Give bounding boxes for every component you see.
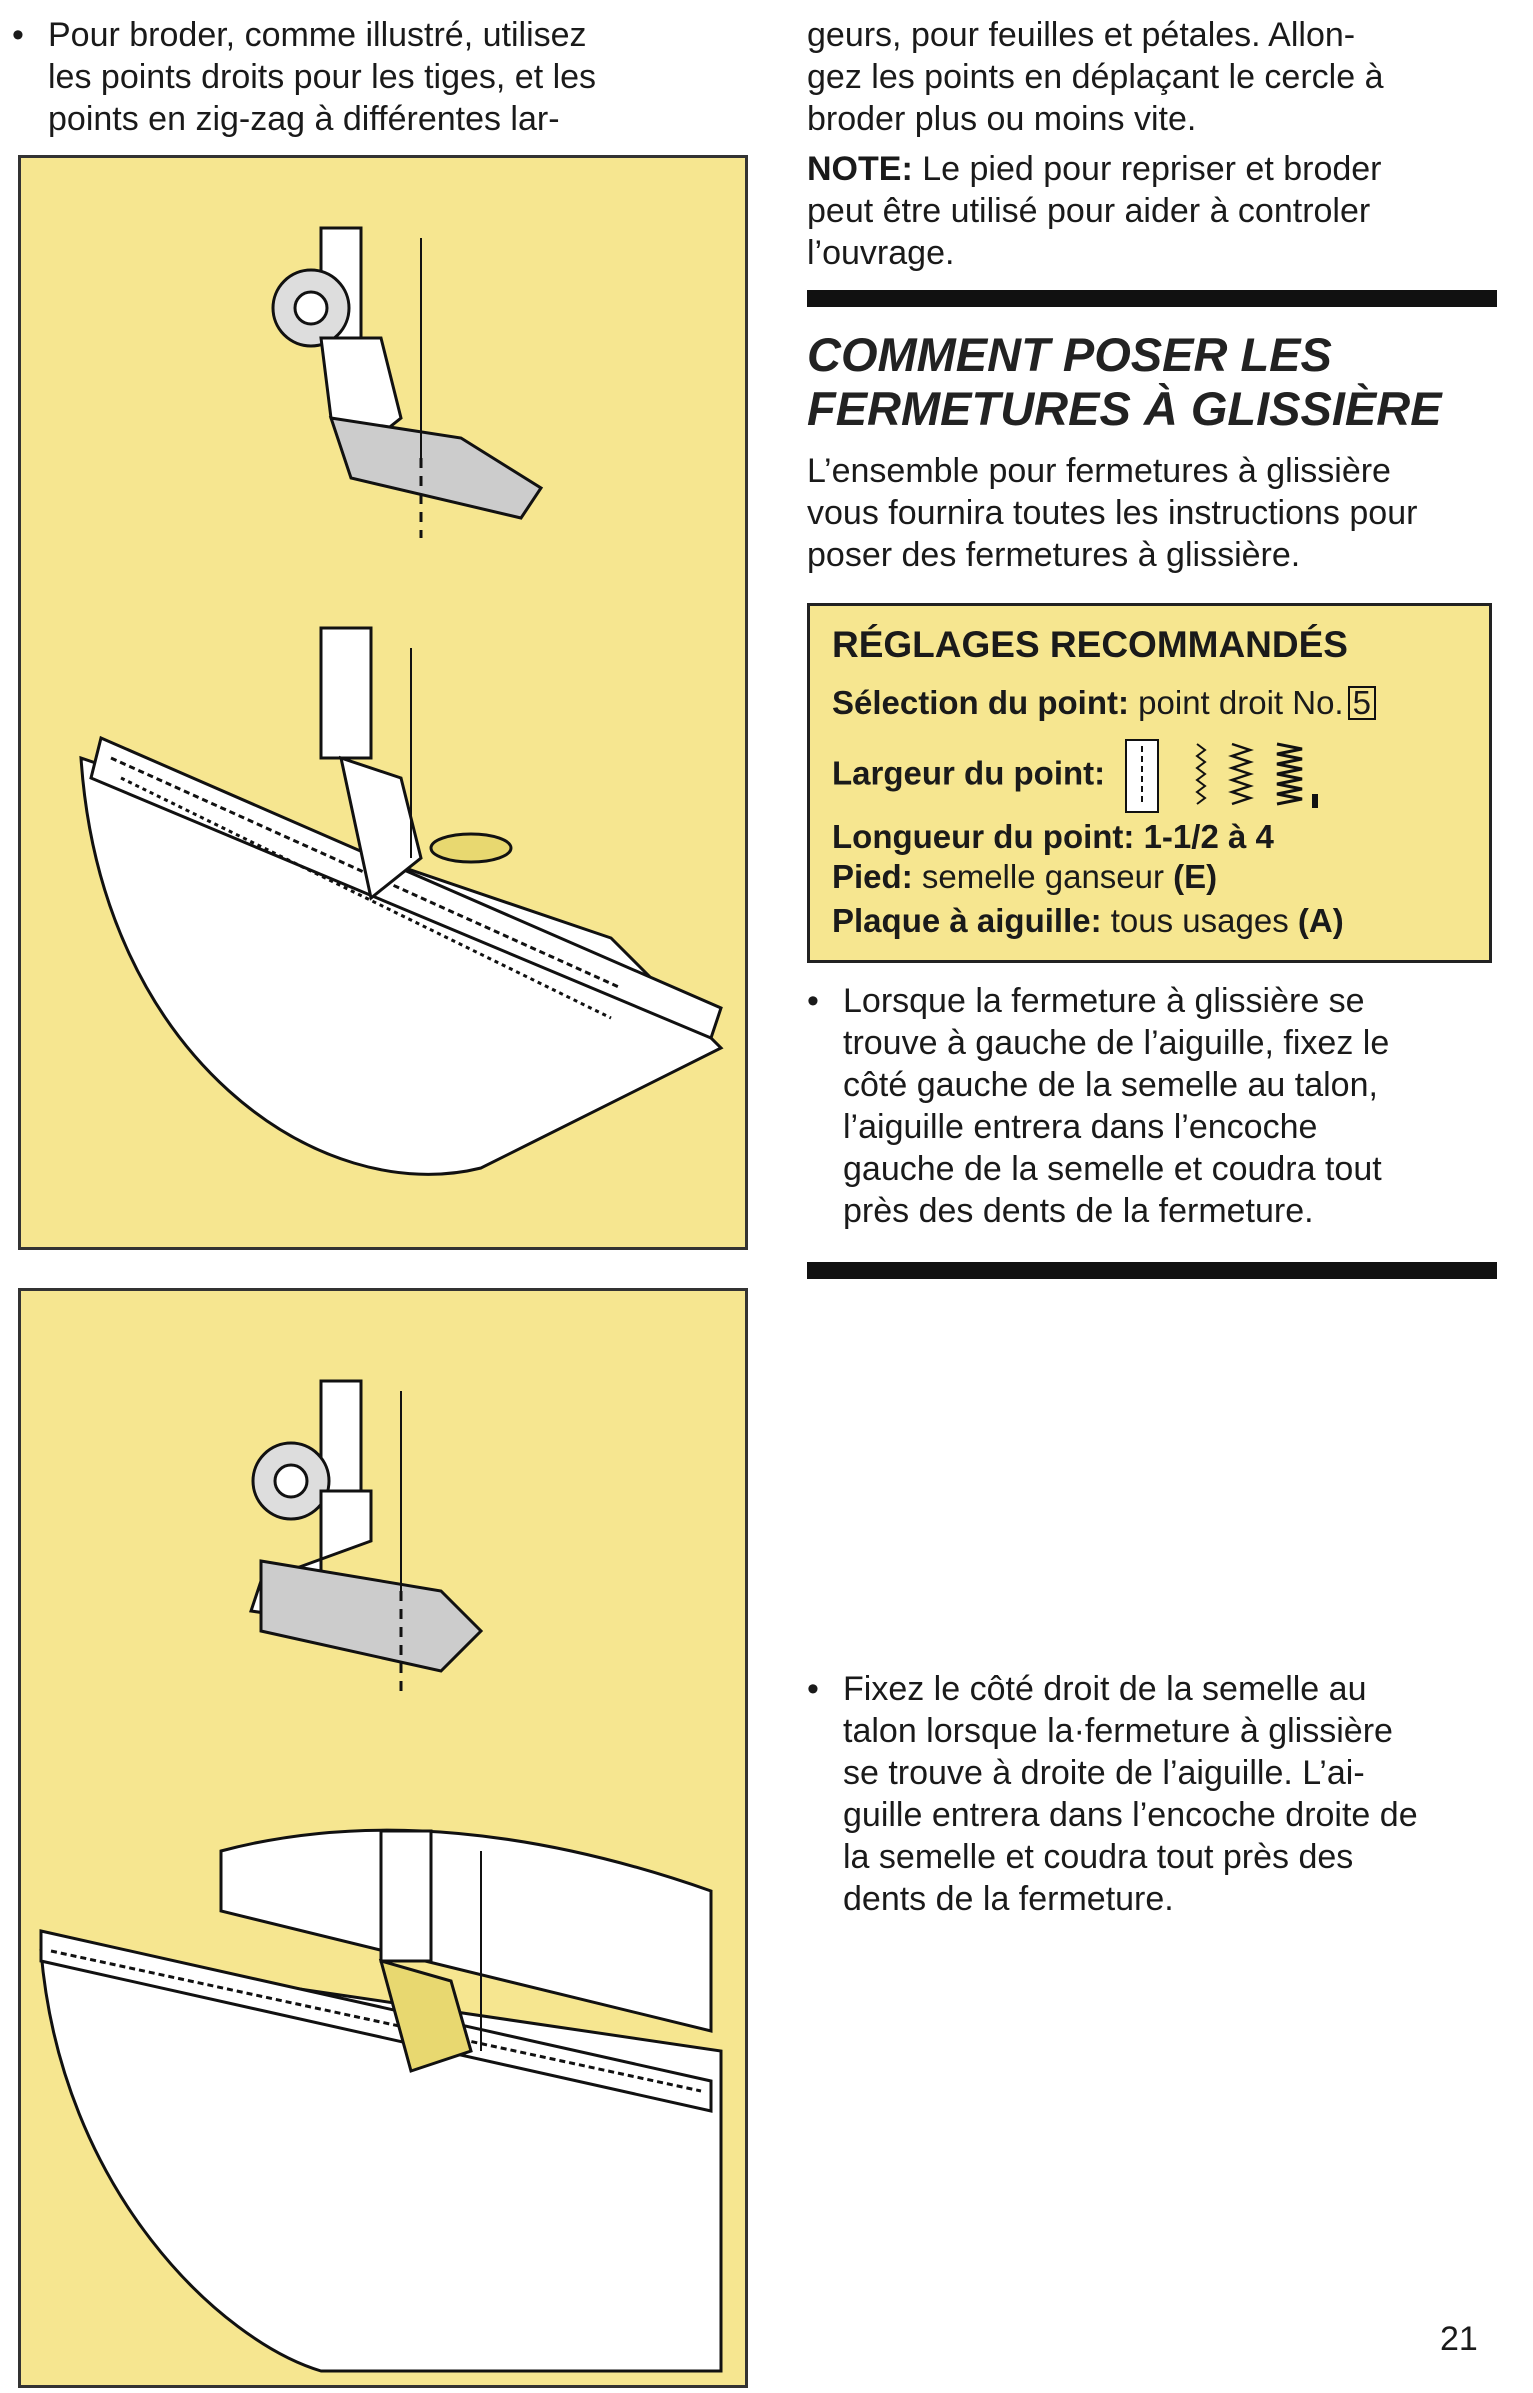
- section-intro: L’ensemble pour fermetures à glissière vous fournira toutes les instructions pour poser des fermetures à glissière.: [807, 452, 1418, 574]
- bullet: •: [12, 16, 24, 54]
- plate-label: Plaque à aiguille:: [832, 902, 1102, 939]
- right-zipper-text: Fixez le côté droit de la semelle au talon lorsque la·fermeture à glissière se trouve à droite de l’aiguille. L’ai- guille entrera dans l’encoche droite de la semelle et coudra tout près des dents de la fermeture.: [843, 1670, 1418, 1918]
- plate-value: tous usages: [1101, 902, 1298, 939]
- section-divider-bottom: [807, 1262, 1497, 1279]
- foot-row: [832, 858, 1217, 896]
- stitch-width-label: Largeur du point:: [832, 754, 1106, 792]
- stitch-selection-label: Sélection du point:: [832, 684, 1129, 721]
- illustration-panel-top: [18, 155, 748, 1250]
- stitch-selection-value: point droit No.: [1128, 684, 1344, 721]
- bullet: •: [807, 982, 819, 1020]
- stitch-selection-row: [832, 684, 1376, 722]
- section-divider-top: [807, 290, 1497, 307]
- zipper-foot-left-illustration: [21, 158, 745, 1247]
- stitch-width-row: [832, 736, 1342, 816]
- foot-value: semelle ganseur: [912, 858, 1174, 895]
- section-heading: COMMENT POSER LES FERMETURES À GLISSIÈRE: [807, 328, 1442, 435]
- stitch-number-badge: 5: [1348, 686, 1376, 720]
- plate-row: [832, 902, 1344, 940]
- illustration-panel-bottom: [18, 1288, 748, 2388]
- plate-code: (A): [1297, 902, 1344, 939]
- settings-title: RÉGLAGES RECOMMANDÉS: [832, 624, 1348, 665]
- foot-label: Pied:: [832, 858, 913, 895]
- note-paragraph: [807, 148, 1517, 274]
- recommended-settings-box: [807, 603, 1492, 963]
- left-zipper-text: Lorsque la fermeture à glissière se trouve à gauche de l’aiguille, fixez le côté gauche de la semelle au talon, l’aiguille entrera dans l’encoche gauche de la semelle et coudra tout près des dents de la fermeture.: [843, 982, 1390, 1230]
- foot-code: (E): [1173, 858, 1218, 895]
- bullet: •: [807, 1670, 819, 1708]
- zipper-foot-right-illustration: [21, 1291, 745, 2385]
- stitch-width-icon: [1122, 736, 1342, 816]
- continuation-paragraph: geurs, pour feuilles et pétales. Allon- gez les points en déplaçant le cercle à broder plus ou moins vite.: [807, 16, 1384, 138]
- page-number: 21: [1440, 2320, 1478, 2358]
- stitch-length-label: Longueur du point: 1-1/2 à 4: [832, 818, 1274, 855]
- note-label: NOTE:: [807, 150, 913, 188]
- stitch-length-row: [832, 818, 1274, 856]
- note-text: Le pied pour repriser et broder peut être utilisé pour aider à controler l’ouvrage.: [807, 150, 1382, 272]
- intro-text: Pour broder, comme illustré, utilisez les points droits pour les tiges, et les points en zig-zag à différentes lar-: [48, 16, 597, 138]
